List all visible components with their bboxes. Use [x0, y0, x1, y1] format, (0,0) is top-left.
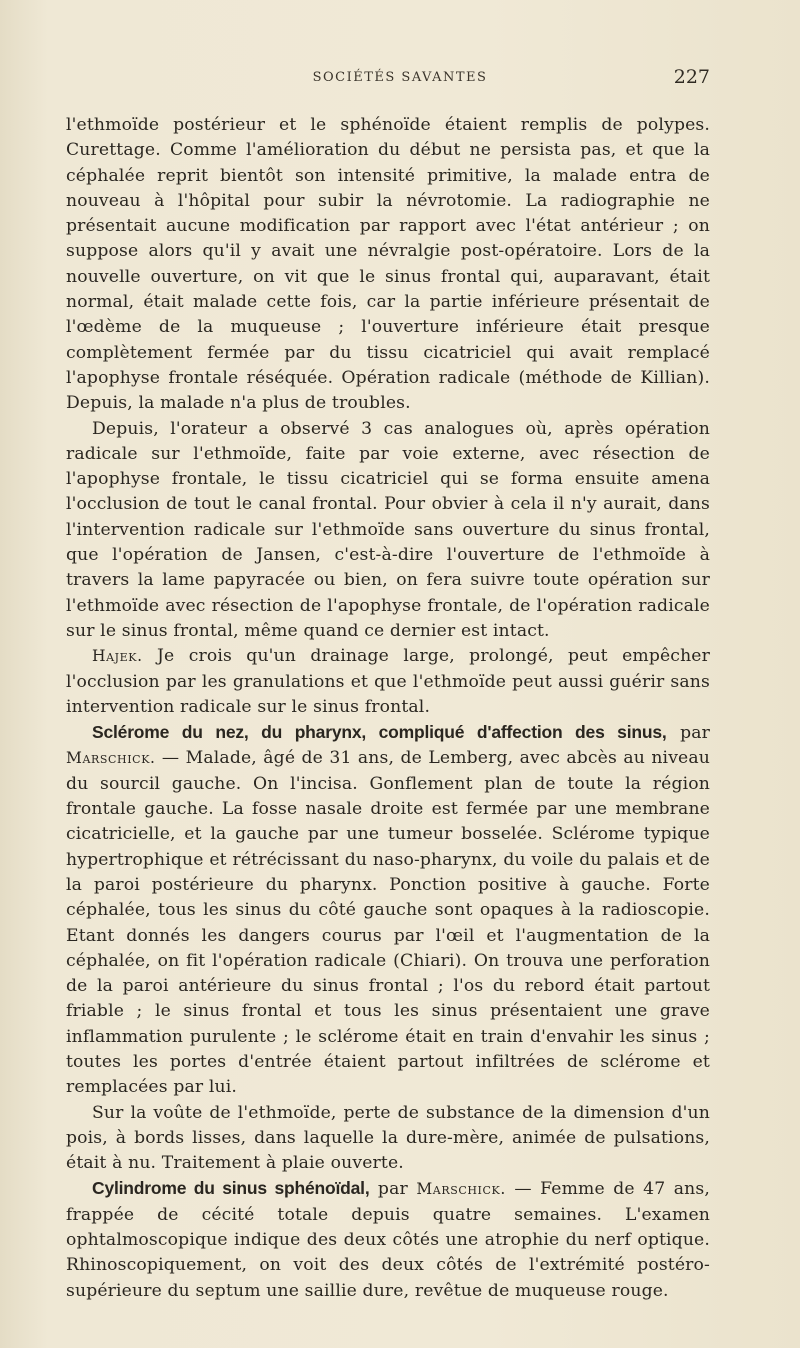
case-title: Sclérome du nez, du pharynx, compliqué d'affection des sinus,: [92, 722, 667, 743]
paragraph-continuation: [66, 113, 710, 417]
paragraph-ethmoid-roof: [66, 1101, 710, 1177]
case-author: Marschick.: [66, 749, 156, 768]
paragraph-cylindrome: [66, 1176, 710, 1303]
paragraph-text: l'ethmoïde postérieur et le sphénoïde étaient remplis de polypes. Curettage. Comme l'amélioration du début ne persista pas, et que la céphalée reprit bientôt son intensité primitive, la malade entra de nouveau à l'hôpital pour subir la névrotomie. La radiographie ne présentait aucune modification par rapport avec l'état antérieur ; on suppose alors qu'il y avait une névralgie post-opératoire. Lors de la nouvelle ouverture, on vit que le sinus frontal qui, auparavant, était normal, était malade cette fois, car la partie inférieure présentait de l'œdème de la muqueuse ; l'ouverture inférieure était presque complètement fermée par du tissu cicatriciel qui avait remplacé l'apophyse frontale réséquée. Opération radicale (méthode de Killian). Depuis, la malade n'a plus de troubles.: [66, 115, 710, 414]
case-author: Marschick.: [416, 1180, 506, 1199]
paragraph-orator: [66, 417, 710, 645]
by-word: par: [369, 1179, 417, 1200]
paragraph-text: — Malade, âgé de 31 ans, de Lemberg, avec abcès au niveau du sourcil gauche. On l'incisa. Gonflement plan de toute la région frontale gauche. La fosse nasale droite est fermée par une membrane cicatricielle, et la gauche par une tumeur bosselée. Sclérome typique hypertrophique et rétrécissant du naso-pharynx, du voile du palais et de la paroi postérieure du pharynx. Ponction positive à gauche. Forte céphalée, tous les sinus du côté gauche sont opaques à la radioscopie. Etant donnés les dangers courus par l'œil et l'augmentation de la céphalée, on fit l'opération radicale (Chiari). On trouva une perforation de la paroi antérieure du sinus frontal ; l'os du rebord était partout friable ; le sinus frontal et tous les sinus présentaient une grave inflammation purulente ; le sclérome était en train d'envahir les sinus ; toutes les portes d'entrée étaient partout infiltrées de sclérome et remplacées par lui.: [66, 748, 710, 1098]
paragraph-text: — Femme de 47 ans, frappée de cécité totale depuis quatre semaines. L'examen ophtalmoscopique indique des deux côtés une atrophie du nerf optique. Rhinoscopiquement, on voit des deux côtés de l'extrémité postéro-supérieure du septum une saillie dure, revêtue de muqueuse rouge.: [66, 1179, 710, 1301]
case-title: Cylindrome du sinus sphénoïdal,: [92, 1178, 370, 1199]
page-number: 227: [673, 66, 710, 88]
running-title: SOCIÉTÉS SAVANTES: [312, 70, 488, 85]
body-text: [66, 113, 710, 1304]
by-word: par: [666, 723, 711, 744]
running-head: [0, 66, 800, 90]
paragraph-hajek: [66, 644, 710, 720]
paragraph-text: Je crois qu'un drainage large, prolongé, peut empêcher l'occlusion par les granulations et que l'ethmoïde peut aussi guérir sans intervention radicale sur le sinus frontal.: [66, 646, 710, 717]
paragraph-sclerome: [66, 720, 710, 1100]
paragraph-text: Depuis, l'orateur a observé 3 cas analogues où, après opération radicale sur l'ethmoïde, faite par voie externe, avec résection de l'apophyse frontale, le tissu cicatriciel qui se forma ensuite amena l'occlusion de tout le canal frontal. Pour obvier à cela il n'y aurait, dans l'intervention radicale sur l'ethmoïde sans ouverture du sinus frontal, que l'opération de Jansen, c'est-à-dire l'ouverture de l'ethmoïde à travers la lame papyracée ou bien, on fera suivre toute opération sur l'ethmoïde avec résection de l'apophyse frontale, de l'opération radicale sur le sinus frontal, même quand ce dernier est intact.: [66, 418, 710, 641]
discussant-name: Hajek.: [92, 647, 143, 666]
paragraph-text: Sur la voûte de l'ethmoïde, perte de substance de la dimension d'un pois, à bords lisses, dans laquelle la dure-mère, animée de pulsations, était à nu. Traitement à plaie ouverte.: [66, 1102, 710, 1174]
